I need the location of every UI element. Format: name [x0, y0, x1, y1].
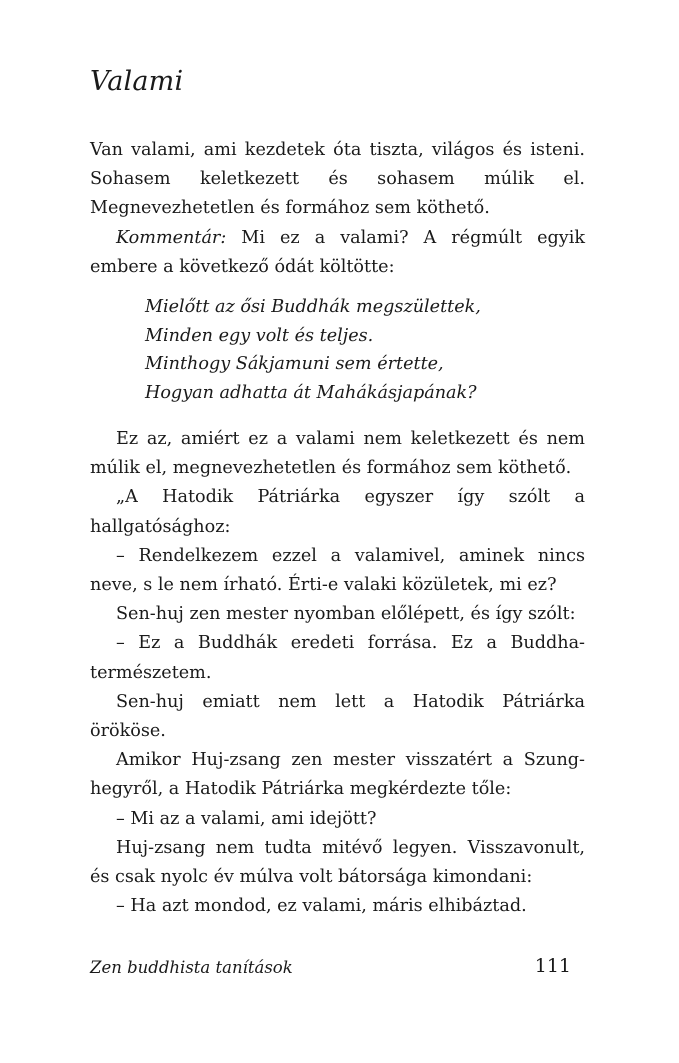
- commentary-paragraph: [90, 224, 585, 282]
- poem: [145, 293, 481, 407]
- poem-line: Hogyan adhatta át Mahákásjapának?: [145, 382, 477, 403]
- paragraph: Huj-zsang nem tudta mitévő legyen. Visszavonult, és csak nyolc év múlva volt bátorsága kimondani:: [90, 837, 585, 888]
- main-text: [90, 425, 585, 921]
- paragraph: Amikor Huj-zsang zen mester visszatért a Szung-hegyről, a Hatodik Pátriárka megkérdezte tőle:: [90, 750, 585, 800]
- paragraph: – Mi az a valami, ami idejött?: [116, 808, 377, 829]
- paragraph: Ez az, amiért ez a valami nem keletkezett és nem múlik el, megnevezhetetlen és formához sem köthető.: [90, 429, 585, 479]
- running-footer-title: Zen buddhista tanítások: [90, 958, 293, 977]
- paragraph: „A Hatodik Pátriárka egyszer így szólt a hallgatósághoz:: [90, 487, 585, 537]
- paragraph: – Rendelkezem ezzel a valamivel, aminek nincs neve, s le nem írható. Érti-e valaki közületek, mi ez?: [90, 545, 585, 596]
- chapter-title: Valami: [90, 66, 184, 97]
- page-number: 111: [534, 955, 571, 977]
- commentary-text: Mi ez a valami? A régmúlt egyik embere a következő ódát költötte:: [90, 227, 585, 277]
- paragraph: – Ha azt mondod, ez valami, máris elhibáztad.: [116, 896, 527, 917]
- poem-line: Mielőtt az ősi Buddhák megszülettek,: [145, 297, 481, 317]
- paragraph: Sen-huj zen mester nyomban előlépett, és így szólt:: [116, 604, 576, 625]
- poem-line: Minden egy volt és teljes.: [145, 325, 374, 346]
- intro-text: [90, 136, 585, 282]
- paragraph: – Ez a Buddhák eredeti forrása. Ez a Buddha-természetem.: [90, 633, 585, 683]
- intro-paragraph: Van valami, ami kezdetek óta tiszta, világos és isteni. Sohasem keletkezett és sohasem múlik el. Megnevezhetetlen és formához sem köthető.: [90, 140, 585, 219]
- paragraph: Sen-huj emiatt nem lett a Hatodik Pátriárka örököse.: [90, 691, 585, 742]
- commentary-label: Kommentár:: [116, 227, 227, 248]
- poem-line: Minthogy Sákjamuni sem értette,: [145, 354, 444, 375]
